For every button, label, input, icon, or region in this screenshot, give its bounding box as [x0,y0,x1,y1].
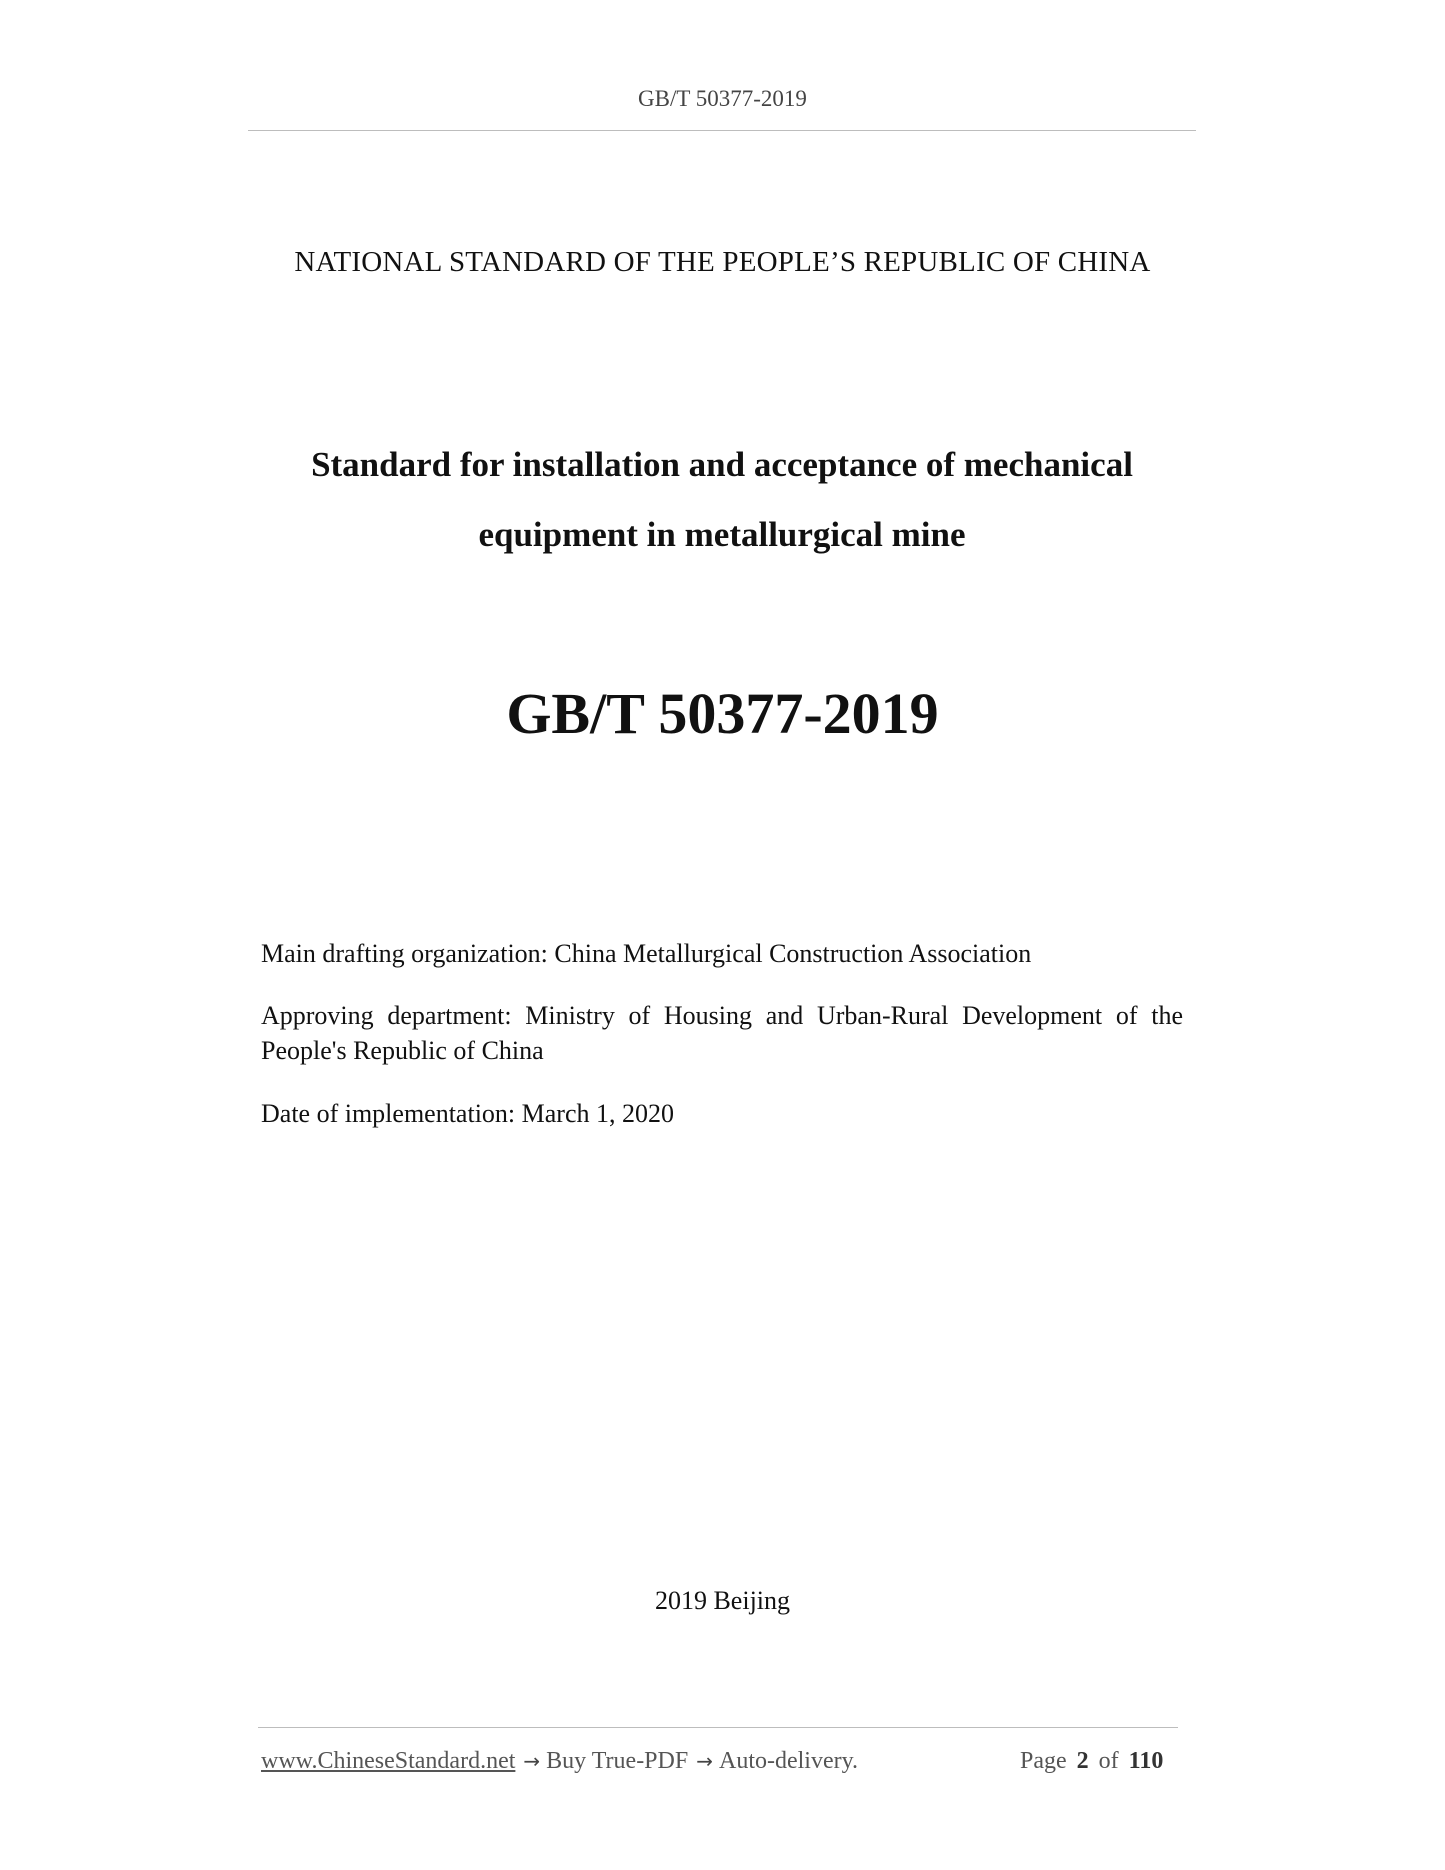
document-title [248,430,1196,570]
page-total: 110 [1128,1748,1164,1774]
drafting-organization: Main drafting organization: China Metallurgical Construction Association [261,939,1032,968]
site-link[interactable]: www.ChineseStandard.net [261,1748,516,1774]
header-divider [248,130,1196,131]
standard-code: GB/T 50377-2019 [506,681,939,746]
page-indicator [1020,1748,1163,1775]
publication-place-year: 2019 Beijing [654,1586,791,1615]
national-standard-line: NATIONAL STANDARD OF THE PEOPLE’S REPUBLIC OF CHINA [294,246,1151,278]
arrow-right-icon: → [696,1749,713,1773]
footer-links [261,1748,858,1775]
document-title-line-1: Standard for installation and acceptance of mechanical [311,445,1133,484]
delivery-step: Auto-delivery. [718,1748,859,1774]
page-current: 2 [1076,1748,1089,1774]
approving-department: Approving department: Ministry of Housing and Urban-Rural Development of the People's Republic of China [261,1001,1183,1065]
arrow-right-icon: → [523,1749,541,1773]
running-header-code: GB/T 50377-2019 [638,86,807,111]
page-of: of [1098,1748,1119,1774]
footer-divider [258,1727,1178,1728]
buy-step: Buy True-PDF [546,1748,689,1774]
document-title-line-2: equipment in metallurgical mine [478,515,966,554]
implementation-date: Date of implementation: March 1, 2020 [261,1099,675,1128]
page-label: Page [1020,1748,1067,1774]
